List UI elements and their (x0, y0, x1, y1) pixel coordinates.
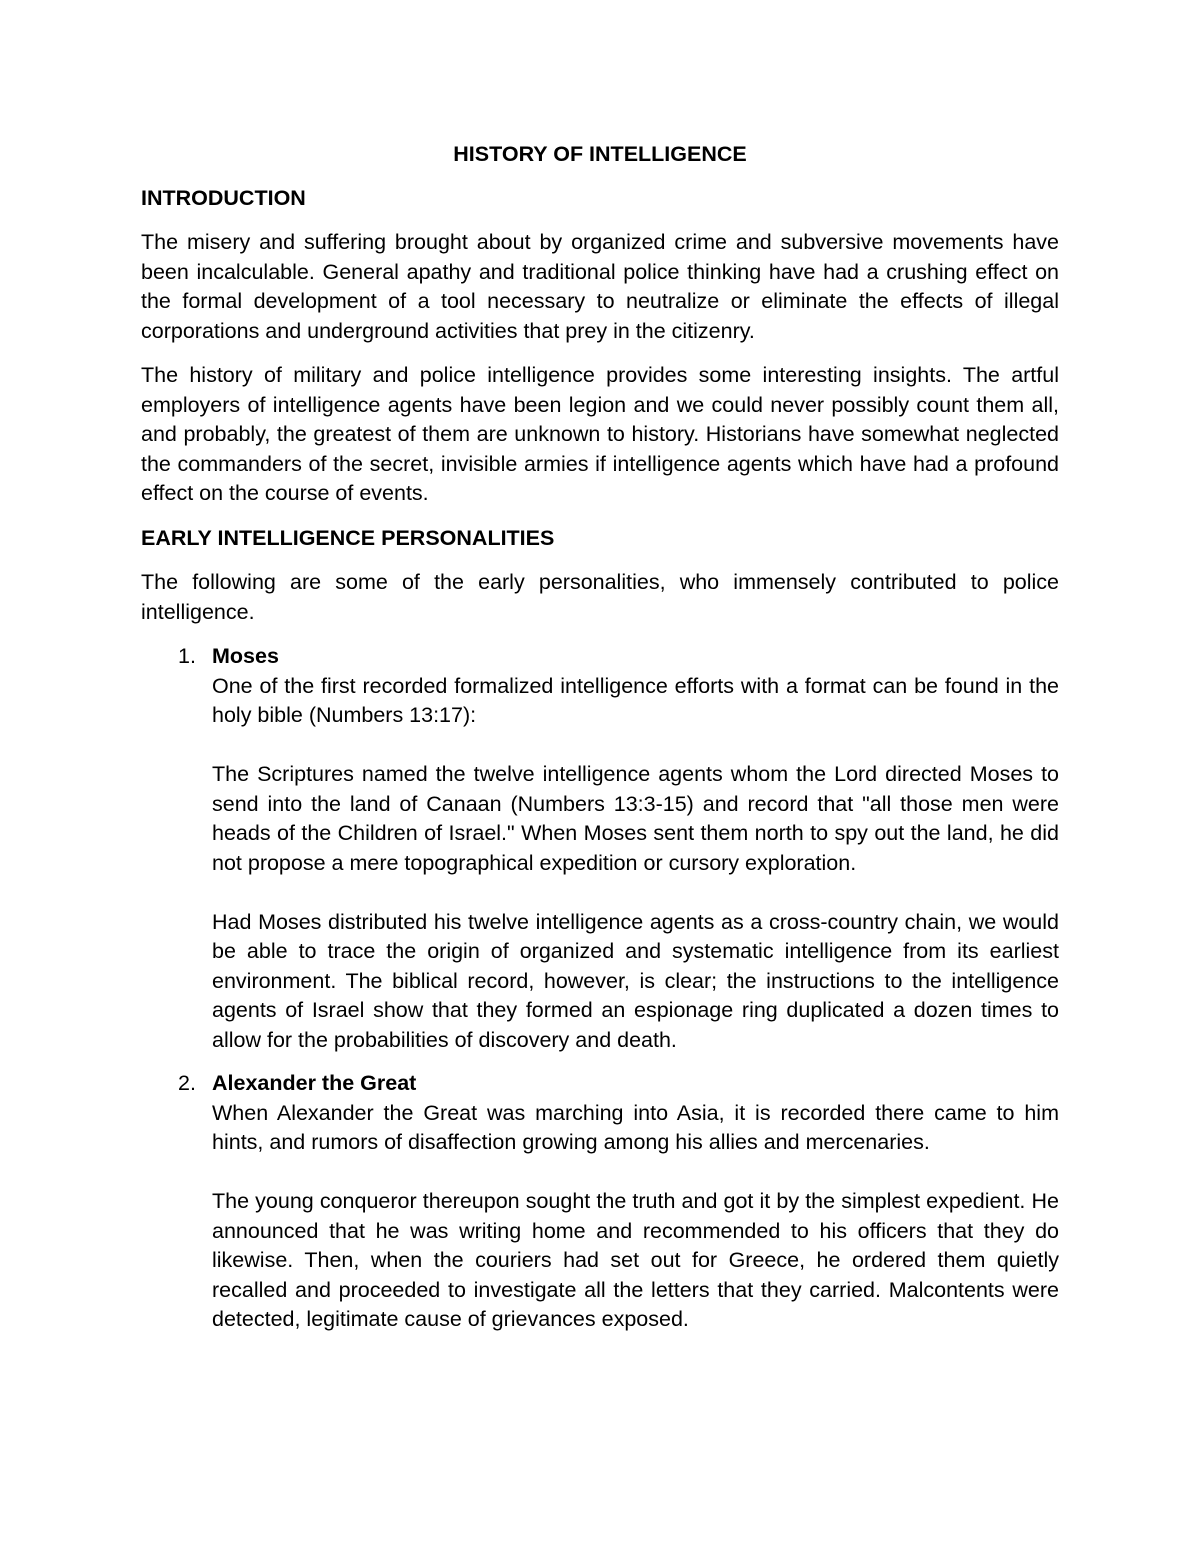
personalities-heading: EARLY INTELLIGENCE PERSONALITIES (141, 525, 555, 550)
list-item-title: Moses (212, 644, 279, 668)
intro-paragraph-1: The misery and suffering brought about by organized crime and subversive movements have been incalculable. General apathy and traditional police thinking have had a crushing effect on the formal development of a tool necessary to neutralize or eliminate the effects of illegal corporations and underground activities that prey in the citizenry. (141, 230, 1059, 343)
intro-paragraph-2: The history of military and police intelligence provides some interesting insights. The artful employers of intelligence agents have been legion and we could never possibly count them all, and probably, the greatest of them are unknown to history. Historians have somewhat neglected the commanders of the secret, invisible armies if intelligence agents which have had a profound effect on the course of events. (141, 363, 1059, 505)
moses-paragraph-3: Had Moses distributed his twelve intelligence agents as a cross-country chain, we would be able to trace the origin of organized and systematic intelligence from its earliest environment. The biblical record, however, is clear; the instructions to the intelligence agents of Israel show that they formed an espionage ring duplicated a dozen times to allow for the probabilities of discovery and death. (212, 909, 1059, 1052)
alexander-paragraph-2: The young conqueror thereupon sought the truth and got it by the simplest expedient. He announced that he was writing home and recommended to his officers that they do likewise. Then, when the couriers had set out for Greece, he ordered them quietly recalled and proceeded to investigate all the letters that they carried. Malcontents were detected, legitimate cause of grievances exposed. (212, 1189, 1059, 1331)
list-item-number: 1. (178, 644, 196, 668)
moses-paragraph-1: One of the first recorded formalized intelligence efforts with a format can be found in the holy bible (Numbers 13:17): (212, 673, 1059, 727)
document-page (141, 140, 1059, 1349)
personalities-intro-paragraph: The following are some of the early personalities, who immensely contributed to police intelligence. (141, 570, 1059, 624)
introduction-heading: INTRODUCTION (141, 185, 306, 210)
list-item-title: Alexander the Great (212, 1071, 417, 1095)
alexander-paragraph-1: When Alexander the Great was marching into Asia, it is recorded there came to him hints, and rumors of disaffection growing among his allies and mercenaries. (212, 1100, 1059, 1154)
document-title: HISTORY OF INTELLIGENCE (453, 142, 747, 166)
moses-paragraph-2: The Scriptures named the twelve intelligence agents whom the Lord directed Moses to send into the land of Canaan (Numbers 13:3-15) and record that "all those men were heads of the Children of Israel." When Moses sent them north to spy out the land, he did not propose a mere topographical expedition or cursory exploration. (212, 762, 1059, 875)
list-item-moses (141, 642, 1059, 1055)
list-item-alexander (141, 1069, 1059, 1335)
personalities-list (141, 642, 1059, 1335)
list-item-number: 2. (178, 1071, 196, 1095)
